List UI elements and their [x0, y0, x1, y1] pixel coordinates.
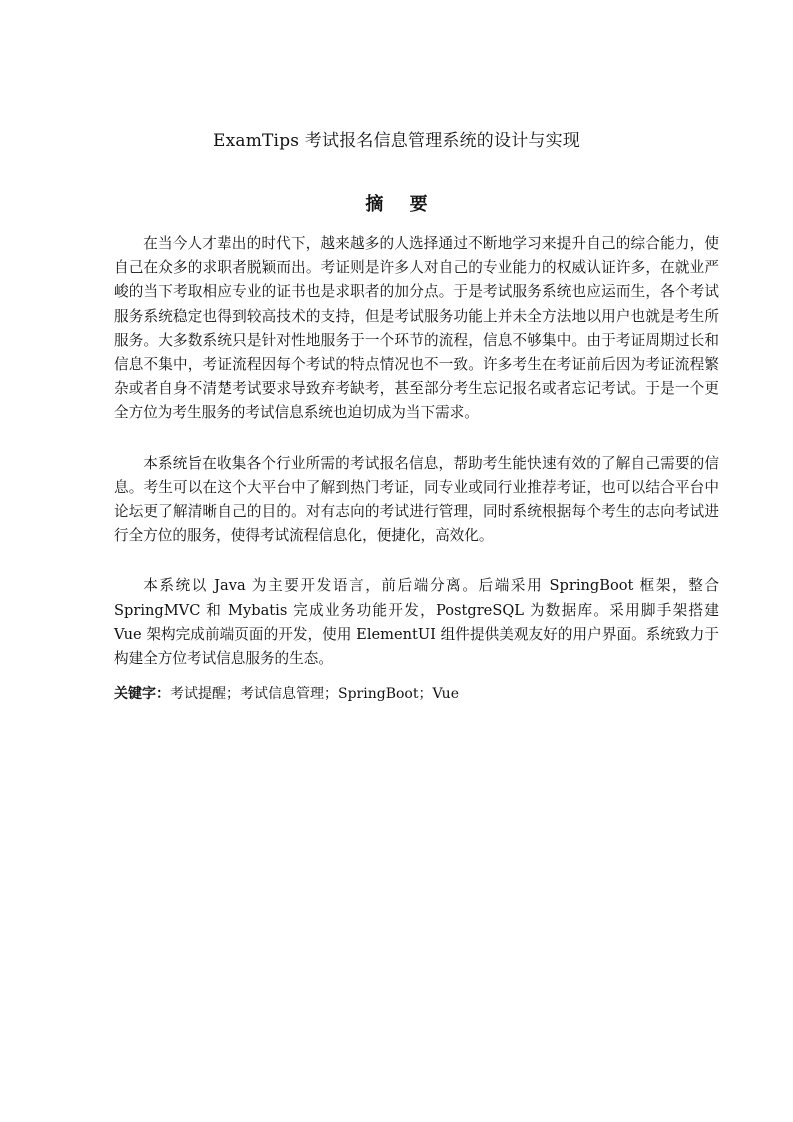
keywords-value: 考试提醒；考试信息管理；SpringBoot；Vue: [170, 686, 459, 702]
keywords-label: 关键字：: [114, 686, 170, 702]
abstract-paragraph: 本系统以 Java 为主要开发语言，前后端分离。后端采用 SpringBoot 框架，整合 SpringMVC 和 Mybatis 完成业务功能开发，PostgreSQL 为数据库。采用脚手架搭建 Vue 架构完成前端页面的开发，使用 ElementUI 组件提供美观友好的用户界面。系统致力于构建全方位考试信息服务的生态。: [114, 577, 719, 668]
abstract-paragraph: 在当今人才辈出的时代下，越来越多的人选择通过不断地学习来提升自己的综合能力，使自己在众多的求职者脱颖而出。考证则是许多人对自己的专业能力的权威认证许多，在就业严峻的当下考取相应专业的证书也是求职者的加分点。于是考试服务系统也应运而生，各个考试服务系统稳定也得到较高技术的支持，但是考试服务功能上并未全方法地以用户也就是考生所服务。大多数系统只是针对性地服务于一个环节的流程，信息不够集中。由于考证周期过长和信息不集中，考证流程因每个考试的特点情况也不一致。许多考生在考证前后因为考证流程繁杂或者自身不清楚考试要求导致弃考缺考，甚至部分考生忘记报名或者忘记考试。于是一个更全方位为考生服务的考试信息系统也迫切成为当下需求。: [114, 235, 719, 422]
abstract-body: [114, 232, 719, 671]
document-title: ExamTips 考试报名信息管理系统的设计与实现: [212, 131, 581, 151]
abstract-paragraph: 本系统旨在收集各个行业所需的考试报名信息，帮助考生能快速有效的了解自己需要的信息。考生可以在这个大平台中了解到热门考证，同专业或同行业推荐考证，也可以结合平台中论坛更了解清晰自己的目的。对有志向的考试进行管理，同时系统根据每个考生的志向考试进行全方位的服务，使得考试流程信息化，便捷化，高效化。: [114, 454, 719, 545]
keywords-line: [114, 682, 719, 706]
abstract-heading: 摘 要: [365, 194, 438, 215]
